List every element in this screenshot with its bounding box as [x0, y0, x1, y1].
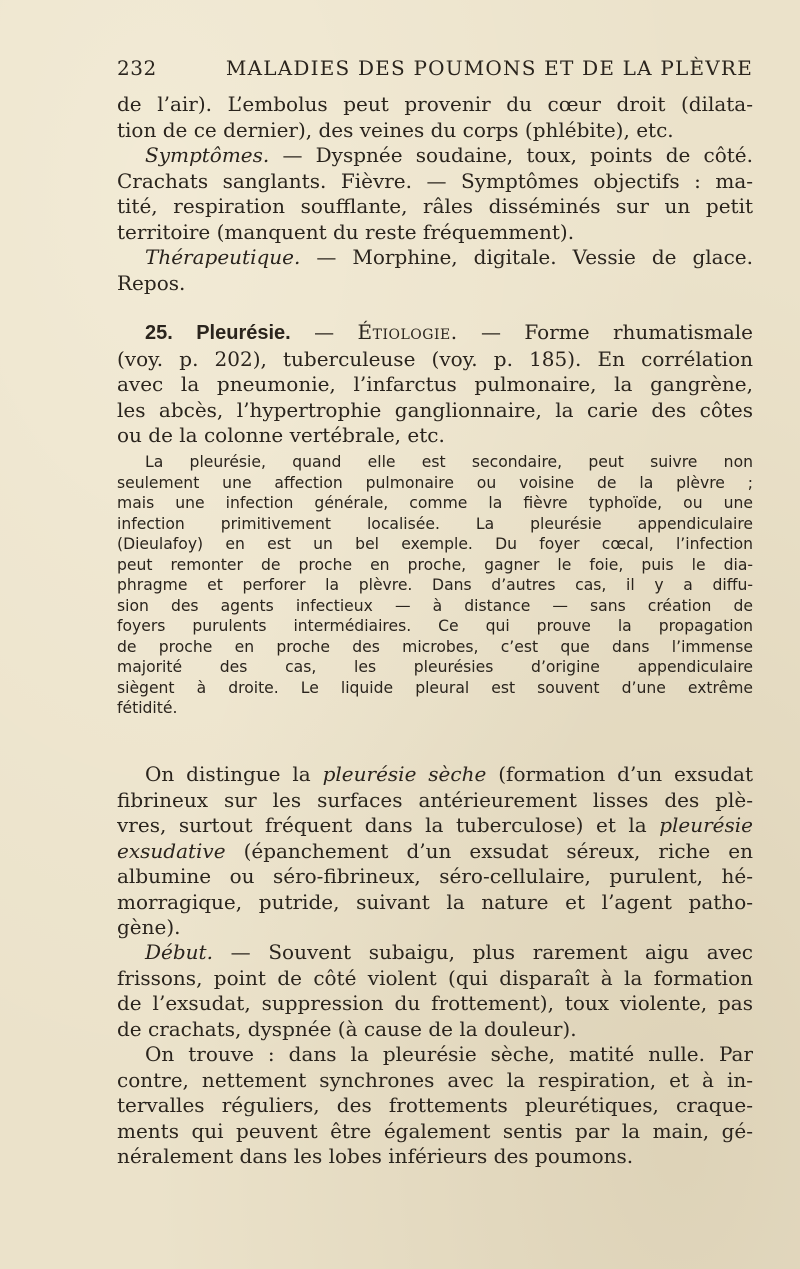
text-line: ments qui peuvent être également sentis par la main, gé- — [117, 1118, 753, 1143]
seche-paragraph — [117, 762, 753, 941]
text-line: Repos. — [117, 270, 186, 295]
therapeutique-label: Thérapeutique. — [145, 245, 301, 269]
text-line — [117, 839, 753, 865]
section-heading-line: 25. Pleurésie. — Étiologie. — Forme rhumatismale — [145, 320, 753, 344]
text-line: territoire (manquent du reste fréquemment). — [117, 219, 575, 244]
text-line: On trouve : dans la pleurésie sèche, matité nulle. Par — [145, 1042, 753, 1066]
section-number: 25. — [145, 322, 173, 344]
trouve-paragraph — [117, 1042, 753, 1170]
text-line: seulement une affection pulmonaire ou voisine de la plèvre ; — [117, 473, 753, 492]
therapeutique-text: Morphine, digitale. Vessie de glace. — [352, 245, 753, 269]
section-title: Pleurésie. — [196, 322, 291, 344]
text-line: peut remonter de proche en proche, gagner le foie, puis le dia- — [117, 555, 753, 574]
pleuresie-term: pleurésie — [659, 813, 753, 837]
text-fragment: vres, surtout fréquent dans la tuberculose) et la — [117, 813, 647, 837]
text-line — [117, 940, 753, 966]
symptomes-label: Symptômes. — [145, 143, 270, 167]
small-print-note — [117, 452, 753, 719]
text-fragment: (formation d’un exsudat — [498, 762, 753, 786]
text-line: néralement dans les lobes inférieurs des poumons. — [117, 1144, 634, 1168]
debut-label: Début. — [145, 940, 213, 964]
text-line: tité, respiration soufflante, râles disséminés sur un petit — [117, 194, 753, 218]
text-line: morragique, putride, suivant la nature et l’agent patho- — [117, 889, 753, 914]
text-line: mais une infection générale, comme la fièvre typhoïde, ou une — [117, 494, 753, 512]
text-line: (Dieulafoy) en est un bel exemple. Du foyer cœcal, l’infection — [117, 535, 753, 553]
etiologie-label: Étiologie. — [357, 320, 458, 344]
text-line: Thérapeutique. — Morphine, digitale. Vessie de glace. — [145, 245, 753, 269]
page-number: 232 — [117, 56, 157, 80]
section-pleuresie — [117, 320, 753, 449]
text-line: Forme rhumatismale — [524, 320, 753, 344]
text-line: foyers purulents intermédiaires. Ce qui prouve la propagation — [117, 617, 753, 635]
text-line: frissons, point de côté violent (qui disparaît à la formation — [117, 965, 753, 990]
text-line: les abcès, l’hypertrophie ganglionnaire, la carie des côtes — [117, 397, 753, 422]
text-line: fétidité. — [117, 699, 178, 717]
text-line — [117, 762, 753, 788]
text-line: siègent à droite. Le liquide pleural est souvent d’une extrême — [117, 678, 753, 697]
text-line: contre, nettement synchrones avec la respiration, et à in- — [117, 1067, 753, 1092]
text-line: tion de ce dernier), des veines du corps (phlébite), etc. — [117, 117, 674, 142]
text-fragment: (épanchement d’un exsudat séreux, riche en — [243, 838, 753, 863]
text-line: de crachats, dyspnée (à cause de la douleur). — [117, 1016, 577, 1041]
intro-paragraph — [117, 92, 753, 296]
text-fragment: On distingue la — [145, 762, 311, 786]
text-line: de l’exsudat, suppression du frottement), toux violente, pas — [117, 991, 753, 1015]
pleuresie-seche-term: pleurésie sèche — [322, 762, 487, 786]
text-line: infection primitivement localisée. La pleurésie appendiculaire — [117, 514, 753, 533]
text-line: albumine ou séro-fibrineux, séro-cellulaire, purulent, hé- — [117, 864, 753, 888]
text-fragment: — Souvent subaigu, plus rarement aigu avec — [230, 940, 753, 964]
text-line: majorité des cas, les pleurésies d’origine appendiculaire — [117, 658, 753, 676]
text-line: avec la pneumonie, l’infarctus pulmonaire, la gangrène, — [117, 372, 753, 396]
text-line: sion des agents infectieux — à distance — sans création de — [117, 596, 753, 615]
debut-paragraph — [117, 940, 753, 1042]
text-line: gène). — [117, 915, 181, 939]
text-line: phragme et perforer la plèvre. Dans d’autres cas, il y a diffu- — [117, 576, 753, 594]
text-line: Crachats sanglants. Fièvre. — Symptômes objectifs : ma- — [117, 168, 753, 193]
text-line: Symptômes. — Dyspnée soudaine, toux, points de côté. — [145, 143, 753, 167]
symptomes-text: Dyspnée soudaine, toux, points de côté. — [315, 143, 753, 167]
text-line: fibrineux sur les surfaces antérieurement lisses des plè- — [117, 787, 753, 812]
text-line — [117, 813, 753, 839]
text-line: ou de la colonne vertébrale, etc. — [117, 423, 445, 447]
text-line: de l’air). L’embolus peut provenir du cœur droit (dilata- — [117, 92, 753, 116]
exsudative-term: exsudative — [117, 838, 226, 863]
text-line: tervalles réguliers, des frottements pleurétiques, craque- — [117, 1093, 753, 1117]
text-line: de proche en proche des microbes, c’est que dans l’immense — [117, 637, 753, 656]
running-head — [117, 56, 753, 86]
text-line: (voy. p. 202), tuberculeuse (voy. p. 185). En corrélation — [117, 346, 753, 371]
text-line: La pleurésie, quand elle est secondaire, peut suivre non — [145, 453, 753, 471]
running-title: MALADIES DES POUMONS ET DE LA PLÈVRE — [225, 56, 753, 80]
